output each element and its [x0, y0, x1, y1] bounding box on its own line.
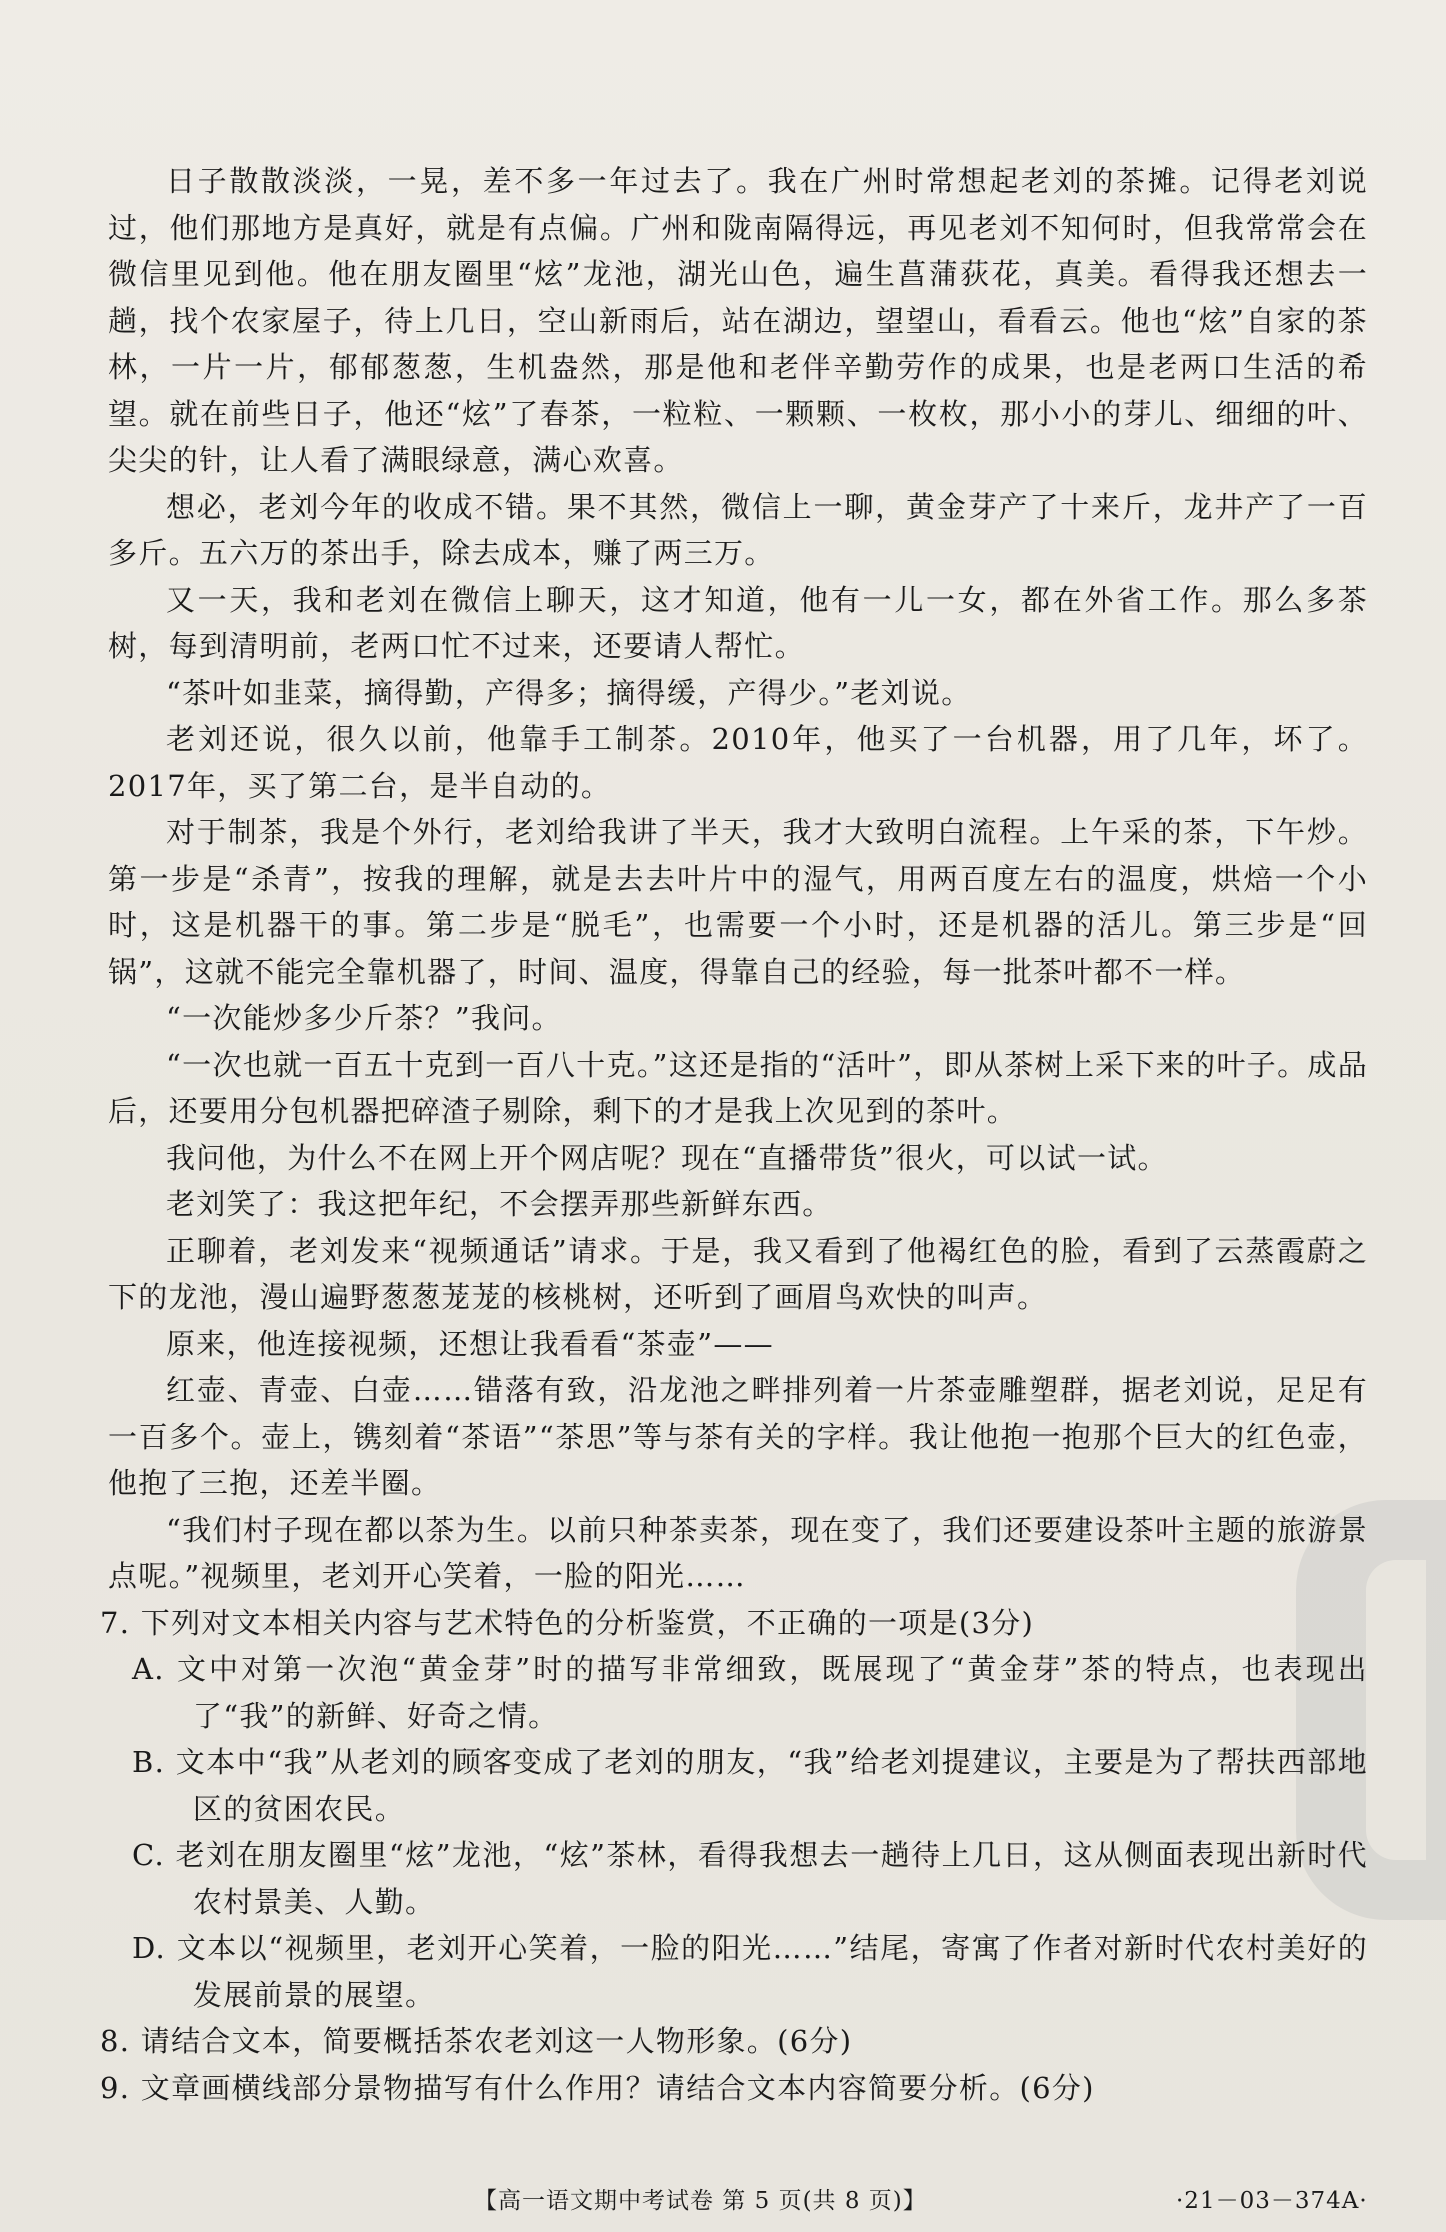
question-7-option-b: B. 文本中“我”从老刘的顾客变成了老刘的朋友，“我”给老刘提建议，主要是为了帮扶西部地区的贫困农民。 — [132, 1745, 1368, 1826]
footer-page-info: 【高一语文期中考试卷 第 5 页(共 8 页)】 — [474, 2188, 927, 2214]
question-7-option-d: D. 文本以“视频里，老刘开心笑着，一脸的阳光……”结尾，寄寓了作者对新时代农村美好的发展前景的展望。 — [132, 1931, 1368, 2012]
footer-exam-code: ·21－03－374A· — [1176, 2188, 1368, 2214]
paragraph: 老刘还说，很久以前，他靠手工制茶。2010年，他买了一台机器，用了几年，坏了。2017年，买了第二台，是半自动的。 — [108, 722, 1368, 803]
paragraph: 红壶、青壶、白壶……错落有致，沿龙池之畔排列着一片茶壶雕塑群，据老刘说，足足有一百多个。壶上，镌刻着“茶语”“茶思”等与茶有关的字样。我让他抱一抱那个巨大的红色壶，他抱了三抱，还差半圈。 — [108, 1373, 1368, 1500]
paragraph: 老刘笑了：我这把年纪，不会摆弄那些新鲜东西。 — [166, 1187, 833, 1221]
paragraph: 对于制茶，我是个外行，老刘给我讲了半天，我才大致明白流程。上午采的茶，下午炒。第一步是“杀青”，按我的理解，就是去去叶片中的湿气，用两百度左右的温度，烘焙一个小时，这是机器干的事。第二步是“脱毛”，也需要一个小时，还是机器的活儿。第三步是“回锅”，这就不能完全靠机器了，时间、温度，得靠自己的经验，每一批茶叶都不一样。 — [108, 815, 1368, 989]
paragraph: 原来，他连接视频，还想让我看看“茶壶”—— — [166, 1326, 774, 1361]
paragraph: 又一天，我和老刘在微信上聊天，这才知道，他有一儿一女，都在外省工作。那么多茶树，每到清明前，老两口忙不过来，还要请人帮忙。 — [108, 582, 1368, 663]
paragraph: 日子散散淡淡，一晃，差不多一年过去了。我在广州时常想起老刘的茶摊。记得老刘说过，他们那地方是真好，就是有点偏。广州和陇南隔得远，再见老刘不知何时，但我常常会在微信里见到他。他在朋友圈里“炫”龙池，湖光山色，遍生菖蒲荻花，真美。看得我还想去一趟，找个农家屋子，待上几日，空山新雨后，站在湖边，望望山，看看云。他也“炫”自家的茶林，一片一片，郁郁葱葱，生机盎然，那是他和老伴辛勤劳作的成果，也是老两口生活的希望。就在前些日子，他还“炫”了春茶，一粒粒、一颗颗、一枚枚，那小小的芽儿、细细的叶、尖尖的针，让人看了满眼绿意，满心欢喜。 — [108, 164, 1368, 477]
question-7-option-c: C. 老刘在朋友圈里“炫”龙池，“炫”茶林，看得我想去一趟待上几日，这从侧面表现出新时代农村景美、人勤。 — [132, 1838, 1368, 1919]
question-8: 8. 请结合文本，简要概括茶农老刘这一人物形象。(6分) — [100, 2024, 853, 2058]
paragraph: “我们村子现在都以茶为生。以前只种茶卖茶，现在变了，我们还要建设茶叶主题的旅游景点呢。”视频里，老刘开心笑着，一脸的阳光…… — [108, 1512, 1368, 1593]
exam-content — [100, 158, 1368, 2111]
question-7-option-a: A. 文中对第一次泡“黄金芽”时的描写非常细致，既展现了“黄金芽”茶的特点，也表现出了“我”的新鲜、好奇之情。 — [132, 1652, 1368, 1733]
paragraph: “一次能炒多少斤茶？”我问。 — [166, 1001, 562, 1035]
paragraph: 想必，老刘今年的收成不错。果不其然，微信上一聊，黄金芽产了十来斤，龙井产了一百多斤。五六万的茶出手，除去成本，赚了两三万。 — [108, 489, 1368, 570]
watermark-shape-inner — [1366, 1560, 1426, 1860]
question-7-stem: 7. 下列对文本相关内容与艺术特色的分析鉴赏，不正确的一项是(3分) — [100, 1605, 1035, 1640]
paragraph: “一次也就一百五十克到一百八十克。”这还是指的“活叶”，即从茶树上采下来的叶子。成品后，还要用分包机器把碎渣子剔除，剩下的才是我上次见到的茶叶。 — [108, 1047, 1368, 1128]
question-9: 9. 文章画横线部分景物描写有什么作用？请结合文本内容简要分析。(6分) — [100, 2070, 1095, 2105]
paragraph: “茶叶如韭菜，摘得勤，产得多；摘得缓，产得少。”老刘说。 — [166, 675, 972, 710]
paragraph: 我问他，为什么不在网上开个网店呢？现在“直播带货”很火，可以试一试。 — [166, 1140, 1168, 1175]
paragraph: 正聊着，老刘发来“视频通话”请求。于是，我又看到了他褐红色的脸，看到了云蒸霞蔚之下的龙池，漫山遍野葱葱茏茏的核桃树，还听到了画眉鸟欢快的叫声。 — [108, 1233, 1368, 1314]
